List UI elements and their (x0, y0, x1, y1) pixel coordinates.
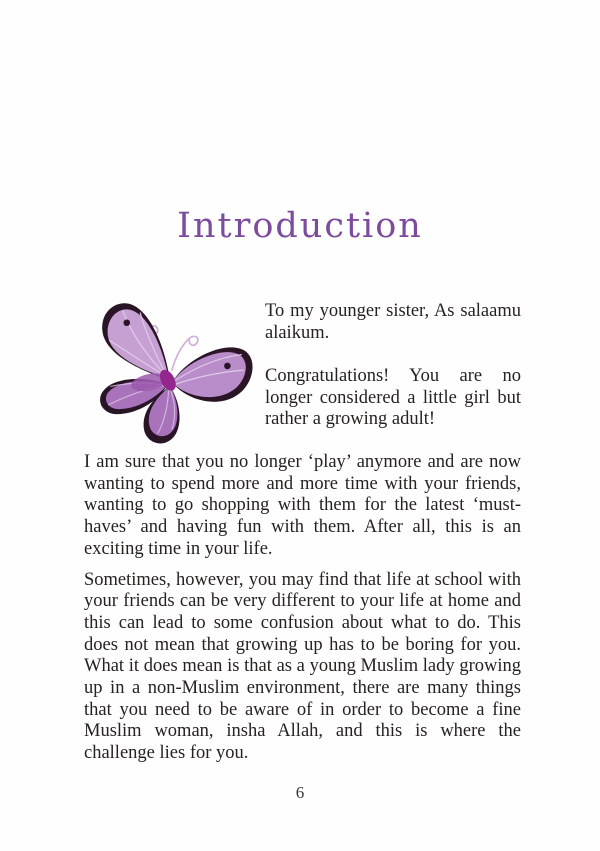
dedication-congrats: Congratulations! You are no longer considered a little girl but rather a growing adult! (265, 366, 521, 429)
butterfly-wing-upper-left (102, 303, 170, 380)
page-title: Introduction (177, 206, 423, 246)
dedication-greeting: To my younger sister, As salaamu alaikum. (265, 301, 521, 343)
butterfly-icon (88, 294, 260, 448)
body-paragraph-2: Sometimes, however, you may find that life at school with your friends can be very different to your life at home and this can lead to some confusion about what to do. This does not mean that growing up has to be boring for you. What it does mean is that as a young Muslim lady growing up in a non-Muslim environment, there are many things that you need to be aware of in order to become a fine Muslim woman, insha Allah, and this is where the challenge lies for you. (84, 569, 521, 764)
dedication-block (265, 301, 521, 453)
page-number: 6 (295, 783, 305, 802)
body-paragraph-1: I am sure that you no longer ‘play’ anymore and are now wanting to spend more and more time with your friends, wanting to go shopping with them for the latest ‘must-haves’ and having fun with them. After all, this is an exciting time in your life. (84, 452, 521, 559)
body-text-block (84, 452, 521, 774)
butterfly-wing-right (172, 347, 253, 401)
butterfly-illustration (88, 294, 260, 448)
